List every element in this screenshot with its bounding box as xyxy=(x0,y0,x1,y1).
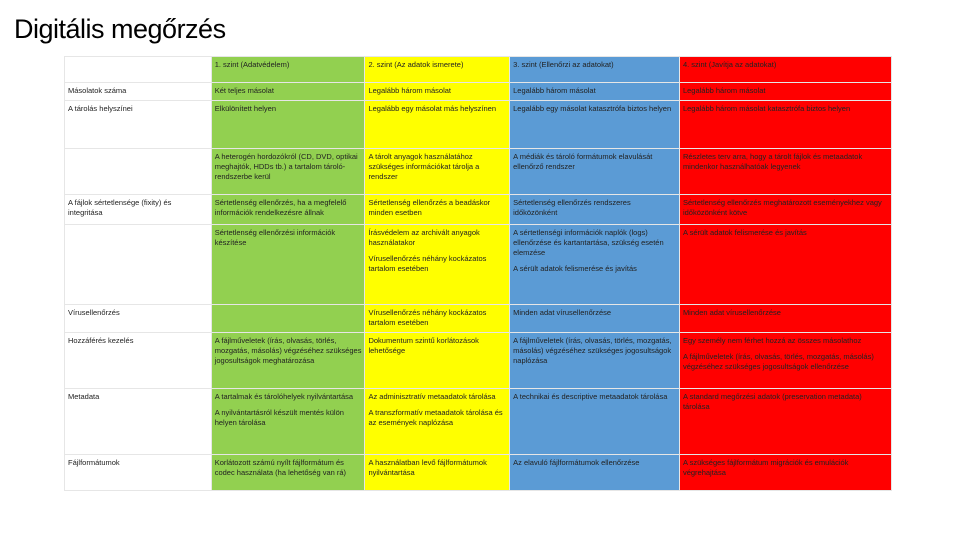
cell-text: Korlátozott számú nyílt fájlformátum és codec használata (ha lehetőség van rá) xyxy=(214,458,347,477)
cell-text: A fájlműveletek (írás, olvasás, törlés, mozgatás, másolás) végzéséhez szükséges jogosultságok meghatározása xyxy=(214,336,362,365)
header-row xyxy=(65,57,892,83)
cell-text: A szükséges fájlformátum migrációk és emulációk végrehajtása xyxy=(682,458,849,477)
table-row xyxy=(65,305,892,333)
row-label: Másolatok száma xyxy=(65,83,212,101)
level-3-cell xyxy=(510,149,680,195)
header-level-3: 3. szint (Ellenőrzi az adatokat) xyxy=(510,57,680,83)
level-1-cell xyxy=(211,225,365,305)
level-3-cell xyxy=(510,195,680,225)
row-label: A tárolás helyszínei xyxy=(65,101,212,149)
row-label: Vírusellenőrzés xyxy=(65,305,212,333)
table-row xyxy=(65,101,892,149)
cell-text: Az elavuló fájlformátumok ellenőrzése xyxy=(513,458,640,467)
cell-text: A használatban levő fájlformátumok nyilvántartása xyxy=(368,458,487,477)
level-3-cell xyxy=(510,225,680,305)
cell-text: Sértetlenség ellenőrzés a beadáskor minden esetben xyxy=(368,198,491,217)
table-row xyxy=(65,455,892,491)
level-4-cell xyxy=(679,455,891,491)
level-2-cell xyxy=(365,83,510,101)
row-label xyxy=(65,225,212,305)
cell-text: A tárolt anyagok használatához szükséges információkat tárolja a rendszer xyxy=(368,152,480,181)
level-1-cell xyxy=(211,83,365,101)
row-label: A fájlok sértetlensége (fixity) és integritása xyxy=(65,195,212,225)
level-2-cell xyxy=(365,225,510,305)
level-1-cell xyxy=(211,389,365,455)
header-level-1: 1. szint (Adatvédelem) xyxy=(211,57,365,83)
level-1-cell xyxy=(211,195,365,225)
level-3-cell xyxy=(510,389,680,455)
table-row xyxy=(65,149,892,195)
level-2-cell xyxy=(365,333,510,389)
row-label: Hozzáférés kezelés xyxy=(65,333,212,389)
level-3-cell xyxy=(510,333,680,389)
level-3-cell xyxy=(510,305,680,333)
level-2-cell xyxy=(365,305,510,333)
header-corner-cell xyxy=(65,57,212,83)
level-4-cell xyxy=(679,225,891,305)
cell-text: A fájlműveletek (írás, olvasás, törlés, mozgatás, másolás) végzéséhez szükséges jogosultságok ellenőrzése xyxy=(682,352,874,371)
cell-text: A fájlműveletek (írás, olvasás, törlés, mozgatás, másolás) végzéséhez szükséges jogosultságok naplózása xyxy=(513,336,672,365)
cell-text: Vírusellenőrzés néhány kockázatos tartalom esetében xyxy=(368,254,487,273)
cell-text: Sértetlenség ellenőrzés rendszeres időközönként xyxy=(513,198,631,217)
level-4-cell xyxy=(679,83,891,101)
level-2-cell xyxy=(365,455,510,491)
level-3-cell xyxy=(510,455,680,491)
cell-text: Sértetlenség ellenőrzési információk készítése xyxy=(214,228,336,247)
cell-text: A sérült adatok felismerése és javítás xyxy=(682,228,807,237)
table-row xyxy=(65,83,892,101)
level-1-cell xyxy=(211,101,365,149)
cell-text: Legalább három másolat katasztrófa biztos helyen xyxy=(682,104,851,113)
level-4-cell xyxy=(679,333,891,389)
table-row xyxy=(65,389,892,455)
level-4-cell xyxy=(679,149,891,195)
page-title: Digitális megőrzés xyxy=(14,14,226,44)
level-2-cell xyxy=(365,389,510,455)
cell-text: Két teljes másolat xyxy=(214,86,274,95)
table-body xyxy=(65,57,892,491)
row-label: Fájlformátumok xyxy=(65,455,212,491)
level-4-cell xyxy=(679,195,891,225)
cell-text: Írásvédelem az archivált anyagok használatakor xyxy=(368,228,480,247)
cell-text: Sértetlenség ellenőrzés, ha a megfelelő információk rendelkezésre állnak xyxy=(214,198,347,217)
cell-text: Minden adat vírusellenőrzése xyxy=(682,308,781,317)
cell-text: Legalább egy másolat más helyszínen xyxy=(368,104,497,113)
cell-text: A sérült adatok felismerése és javítás xyxy=(513,264,637,273)
cell-text: Részletes terv arra, hogy a tárolt fájlok és metaadatok mindenkor használhatóak legyenek xyxy=(682,152,863,171)
cell-text: A sértetlenségi információk naplók (logs) ellenőrzése és kartantartása, szükség esetén elemzése xyxy=(513,228,664,257)
level-3-cell xyxy=(510,83,680,101)
level-1-cell xyxy=(211,333,365,389)
cell-text: A tartalmak és tárolóhelyek nyilvántartása xyxy=(214,392,354,401)
cell-text: Minden adat vírusellenőrzése xyxy=(513,308,612,317)
cell-text: Legalább három másolat xyxy=(513,86,596,95)
cell-text: Vírusellenőrzés néhány kockázatos tartalom esetében xyxy=(368,308,487,327)
table-row xyxy=(65,195,892,225)
cell-text: A transzformatív metaadatok tárolása és az események naplózása xyxy=(368,408,503,427)
cell-text: Sértetlenség ellenőrzés meghatározott eseményekhez vagy időközönként kötve xyxy=(682,198,882,217)
level-4-cell xyxy=(679,101,891,149)
cell-text: A technikai és descriptive metaadatok tárolása xyxy=(513,392,668,401)
level-1-cell xyxy=(211,305,365,333)
cell-text: Elkülönített helyen xyxy=(214,104,276,113)
table-row xyxy=(65,225,892,305)
table-row xyxy=(65,333,892,389)
cell-text: Az adminisztratív metaadatok tárolása xyxy=(368,392,496,401)
level-2-cell xyxy=(365,149,510,195)
level-4-cell xyxy=(679,305,891,333)
cell-text: Egy személy nem férhet hozzá az összes másolathoz xyxy=(682,336,862,345)
cell-text: A standard megőrzési adatok (preservation metadata) tárolása xyxy=(682,392,862,411)
header-level-2: 2. szint (Az adatok ismerete) xyxy=(365,57,510,83)
cell-text: A nyilvántartásról készült mentés külön helyen tárolása xyxy=(214,408,344,427)
level-1-cell xyxy=(211,149,365,195)
level-4-cell xyxy=(679,389,891,455)
cell-text: Legalább egy másolat katasztrófa biztos helyen xyxy=(513,104,672,113)
row-label: Metadata xyxy=(65,389,212,455)
level-1-cell xyxy=(211,455,365,491)
cell-text: A heterogén hordozókról (CD, DVD, optikai meghajtók, HDDs tb.) a tartalom tároló-rendszerbe kerül xyxy=(214,152,358,181)
level-2-cell xyxy=(365,101,510,149)
cell-text: Legalább három másolat xyxy=(682,86,766,95)
cell-text: Dokumentum szintű korlátozások lehetősége xyxy=(368,336,479,355)
preservation-levels-table xyxy=(64,56,892,491)
header-level-4: 4. szint (Javítja az adatokat) xyxy=(679,57,891,83)
level-3-cell xyxy=(510,101,680,149)
cell-text: Legalább három másolat xyxy=(368,86,451,95)
row-label xyxy=(65,149,212,195)
cell-text: A médiák és tároló formátumok elavulását ellenőrző rendszer xyxy=(513,152,653,171)
level-2-cell xyxy=(365,195,510,225)
